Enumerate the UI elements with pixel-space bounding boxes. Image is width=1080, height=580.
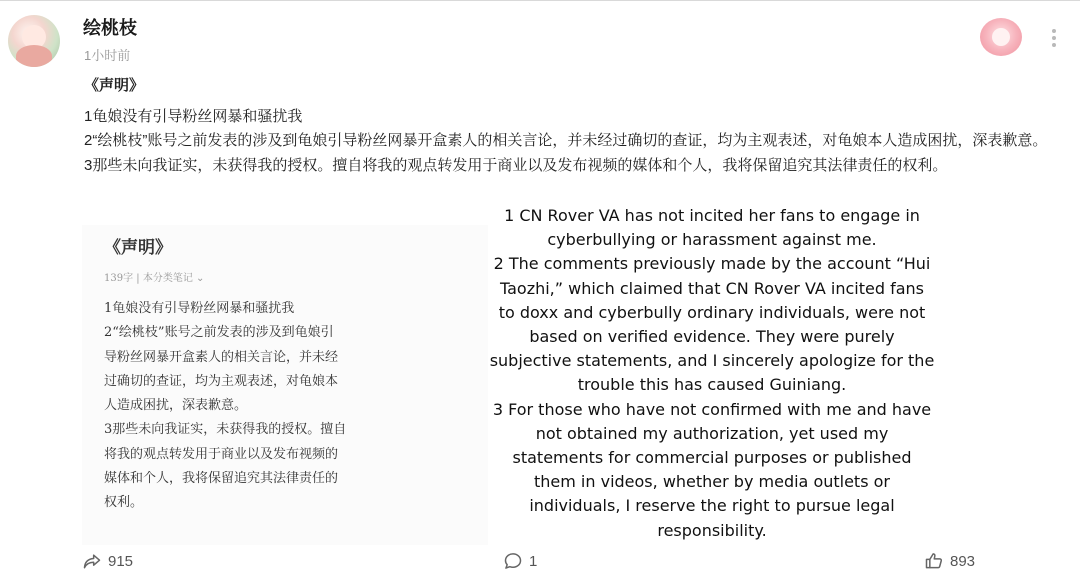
translation-line: trouble this has caused Guiniang. — [577, 375, 847, 395]
comment-button[interactable] — [503, 550, 537, 572]
translation-line: 3 For those who have not confirmed with me and have — [492, 399, 932, 419]
image-line: 导粉丝网暴开盒素人的相关言论，并未经 — [104, 349, 339, 365]
translation-line: them in videos, whether by media outlets or — [534, 472, 890, 492]
post-title: 《声明》 — [84, 77, 145, 94]
translation-line: subjective statements, and I sincerely apologize for the — [489, 351, 935, 371]
post-line-1: 1龟娘没有引导粉丝网暴和骚扰我 — [84, 107, 303, 125]
translation-line: to doxx and cyberbully ordinary individuals, were not — [498, 302, 926, 322]
top-divider — [0, 0, 1080, 1]
image-line: 3那些未向我证实，未获得我的授权。擅自 — [104, 422, 347, 438]
image-meta: 139字 | 本分类笔记 ⌄ — [104, 273, 205, 284]
translation-line: 1 CN Rover VA has not incited her fans to engage in — [504, 206, 920, 225]
comment-count: 1 — [529, 552, 538, 570]
comment-icon — [503, 551, 523, 571]
translation-line: responsibility. — [657, 520, 767, 540]
thumbs-up-icon — [924, 551, 944, 571]
image-title: 《声明》 — [104, 238, 172, 258]
author-avatar[interactable] — [8, 15, 60, 67]
translation-line: cyberbullying or harassment against me. — [547, 230, 877, 250]
image-line: 将我的观点转发用于商业以及发布视频的 — [104, 446, 339, 462]
image-line: 权利。 — [104, 495, 144, 511]
translation-line: not obtained my authorization, yet used my — [535, 423, 889, 443]
translation-line: based on verified evidence. They were purely — [529, 327, 895, 347]
author-name[interactable]: 绘桃枝 — [83, 18, 137, 38]
share-count: 915 — [108, 552, 134, 570]
attached-image[interactable] — [82, 225, 488, 545]
post-time: 1小时前 — [84, 48, 131, 63]
translation-overlay — [484, 204, 940, 543]
like-count: 893 — [950, 552, 976, 570]
more-vertical-icon[interactable] — [1046, 26, 1062, 52]
decoration-badge-icon[interactable] — [980, 18, 1022, 56]
translation-line: 2 The comments previously made by the account “Hui — [493, 254, 931, 274]
like-button[interactable] — [924, 550, 975, 572]
avatar-body — [16, 45, 52, 67]
image-line: 媒体和个人，我将保留追究其法律责任的 — [104, 471, 339, 487]
post-text — [84, 74, 1064, 178]
share-button[interactable] — [82, 550, 133, 572]
translation-line: Taozhi,” which claimed that CN Rover VA incited fans — [499, 278, 925, 298]
translation-line: individuals, I reserve the right to pursue legal — [529, 496, 895, 516]
post-line-2: 2“绘桃枝”账号之前发表的涉及到龟娘引导粉丝网暴开盒素人的相关言论，并未经过确切的查证，均为主观表述，对龟娘本人造成困扰，深表歉意。 — [84, 132, 1048, 149]
image-body — [104, 297, 384, 516]
post-line-3: 3那些未向我证实，未获得我的授权。擅自将我的观点转发用于商业以及发布视频的媒体和个人，我将保留追究其法律责任的权利。 — [84, 156, 948, 174]
badge-face — [992, 28, 1010, 46]
image-line: 人造成困扰，深表歉意。 — [104, 398, 248, 414]
image-line: 2“绘桃枝”账号之前发表的涉及到龟娘引 — [104, 325, 334, 341]
image-line: 过确切的查证，均为主观表述，对龟娘本 — [104, 373, 339, 389]
share-icon — [82, 551, 102, 571]
image-line: 1龟娘没有引导粉丝网暴和骚扰我 — [104, 301, 295, 316]
translation-line: statements for commercial purposes or published — [512, 448, 912, 468]
